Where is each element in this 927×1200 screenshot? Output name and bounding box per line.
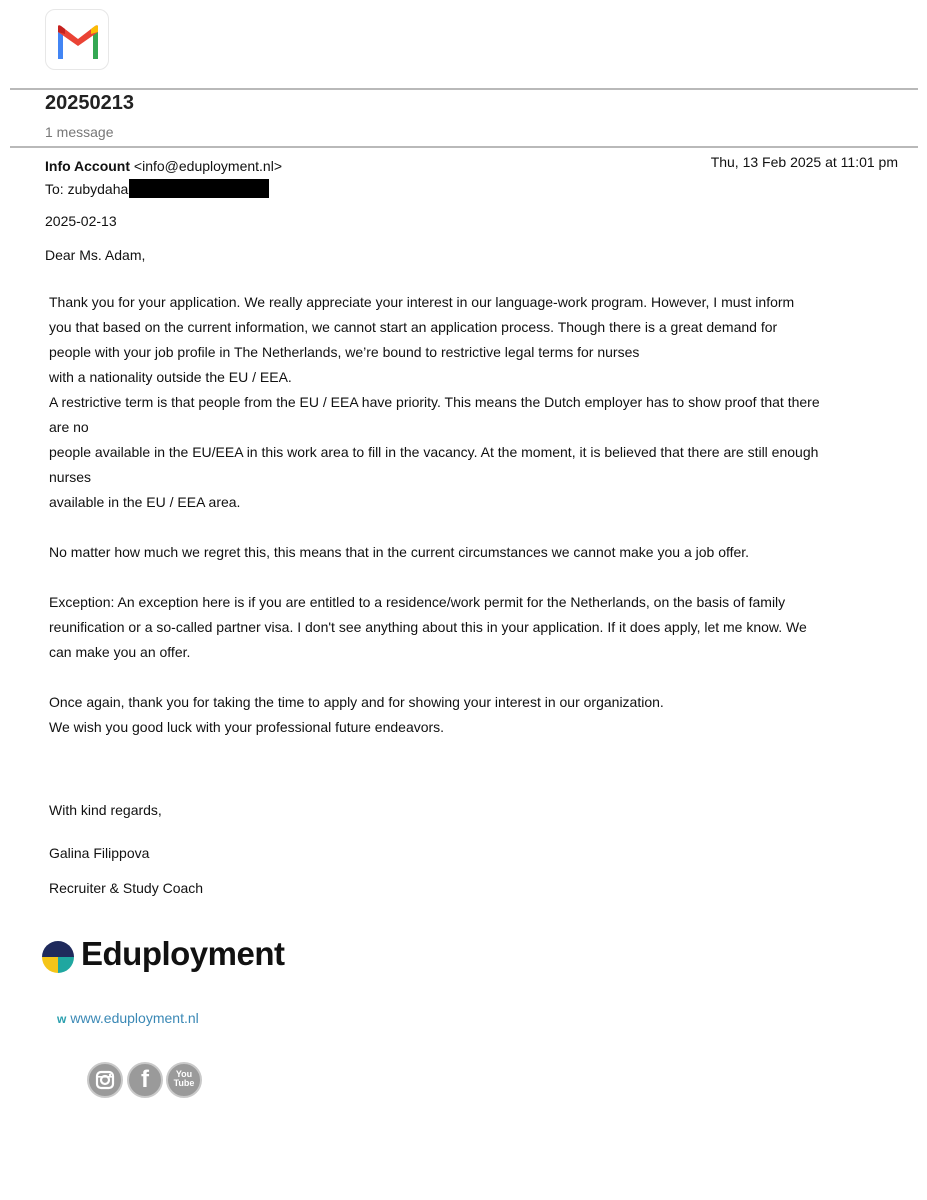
body-paragraph-4 bbox=[49, 690, 843, 740]
website-line bbox=[57, 1010, 199, 1026]
recipient-line bbox=[45, 179, 269, 198]
message-timestamp: Thu, 13 Feb 2025 at 11:01 pm bbox=[710, 154, 898, 170]
youtube-glyph bbox=[168, 1064, 200, 1088]
body-line: Exception: An exception here is if you are entitled to a residence/work permit for the Netherlands, on the basis of family bbox=[49, 594, 786, 610]
youtube-icon[interactable] bbox=[166, 1062, 202, 1098]
body-line: can make you an offer. bbox=[49, 644, 191, 660]
signature-role: Recruiter & Study Coach bbox=[49, 880, 204, 896]
body-line: people available in the EU/EEA in this work area to fill in the vacancy. At the moment, it is believed that there are still enough bbox=[49, 444, 819, 460]
facebook-glyph: f bbox=[141, 1066, 149, 1093]
website-link[interactable]: www.eduployment.nl bbox=[70, 1010, 199, 1026]
signature-name: Galina Filippova bbox=[49, 845, 150, 861]
instagram-glyph-icon bbox=[89, 1064, 121, 1096]
body-line: Thank you for your application. We really appreciate your interest in our language-work program. However, I must inform bbox=[49, 294, 795, 310]
gmail-logo-icon bbox=[45, 9, 109, 70]
body-paragraph-1 bbox=[49, 290, 843, 515]
to-label: To: bbox=[45, 181, 64, 197]
message-divider bbox=[10, 146, 918, 148]
thread-subject: 20250213 bbox=[45, 92, 134, 114]
youtube-glyph-bottom: Tube bbox=[173, 1078, 195, 1088]
body-paragraph-2 bbox=[49, 540, 843, 565]
body-line: available in the EU / EEA area. bbox=[49, 494, 241, 510]
facebook-icon[interactable] bbox=[127, 1062, 163, 1098]
body-line: with a nationality outside the EU / EEA. bbox=[49, 369, 292, 385]
body-line: reunification or a so-called partner visa. I don't see anything about this in your application. If it does apply, let me know. We bbox=[49, 619, 807, 635]
sender-email[interactable]: <info@eduployment.nl> bbox=[133, 158, 283, 174]
brand-name: Eduployment bbox=[81, 935, 285, 972]
recipient-address: zubydaha bbox=[67, 181, 129, 197]
email-date-line: 2025-02-13 bbox=[45, 213, 117, 229]
website-prefix: w bbox=[57, 1012, 67, 1026]
eduployment-mark-icon bbox=[41, 940, 75, 974]
message-count: 1 message bbox=[45, 124, 114, 140]
sender-name: Info Account bbox=[45, 158, 131, 174]
sender-line bbox=[45, 158, 282, 174]
redaction-bar bbox=[129, 179, 269, 198]
youtube-glyph-top: You bbox=[175, 1069, 193, 1079]
body-line: Once again, thank you for taking the time to apply and for showing your interest in our organization. bbox=[49, 694, 664, 710]
body-line: We wish you good luck with your professional future endeavors. bbox=[49, 719, 445, 735]
body-line: you that based on the current information, we cannot start an application process. Though there is a great demand for bbox=[49, 319, 778, 335]
body-paragraph-3 bbox=[49, 590, 843, 665]
closing: With kind regards, bbox=[49, 802, 162, 818]
instagram-icon[interactable] bbox=[87, 1062, 123, 1098]
greeting: Dear Ms. Adam, bbox=[45, 247, 146, 263]
header-divider bbox=[10, 88, 918, 90]
body-line: nurses bbox=[49, 469, 92, 485]
body-line: are no bbox=[49, 419, 89, 435]
body-line: people with your job profile in The Netherlands, we’re bound to restrictive legal terms for nurses bbox=[49, 344, 640, 360]
body-line: A restrictive term is that people from the EU / EEA have priority. This means the Dutch employer has to show proof that there bbox=[49, 394, 820, 410]
body-line: No matter how much we regret this, this means that in the current circumstances we cannot make you a job offer. bbox=[49, 544, 750, 560]
gmail-m-icon bbox=[55, 25, 101, 59]
